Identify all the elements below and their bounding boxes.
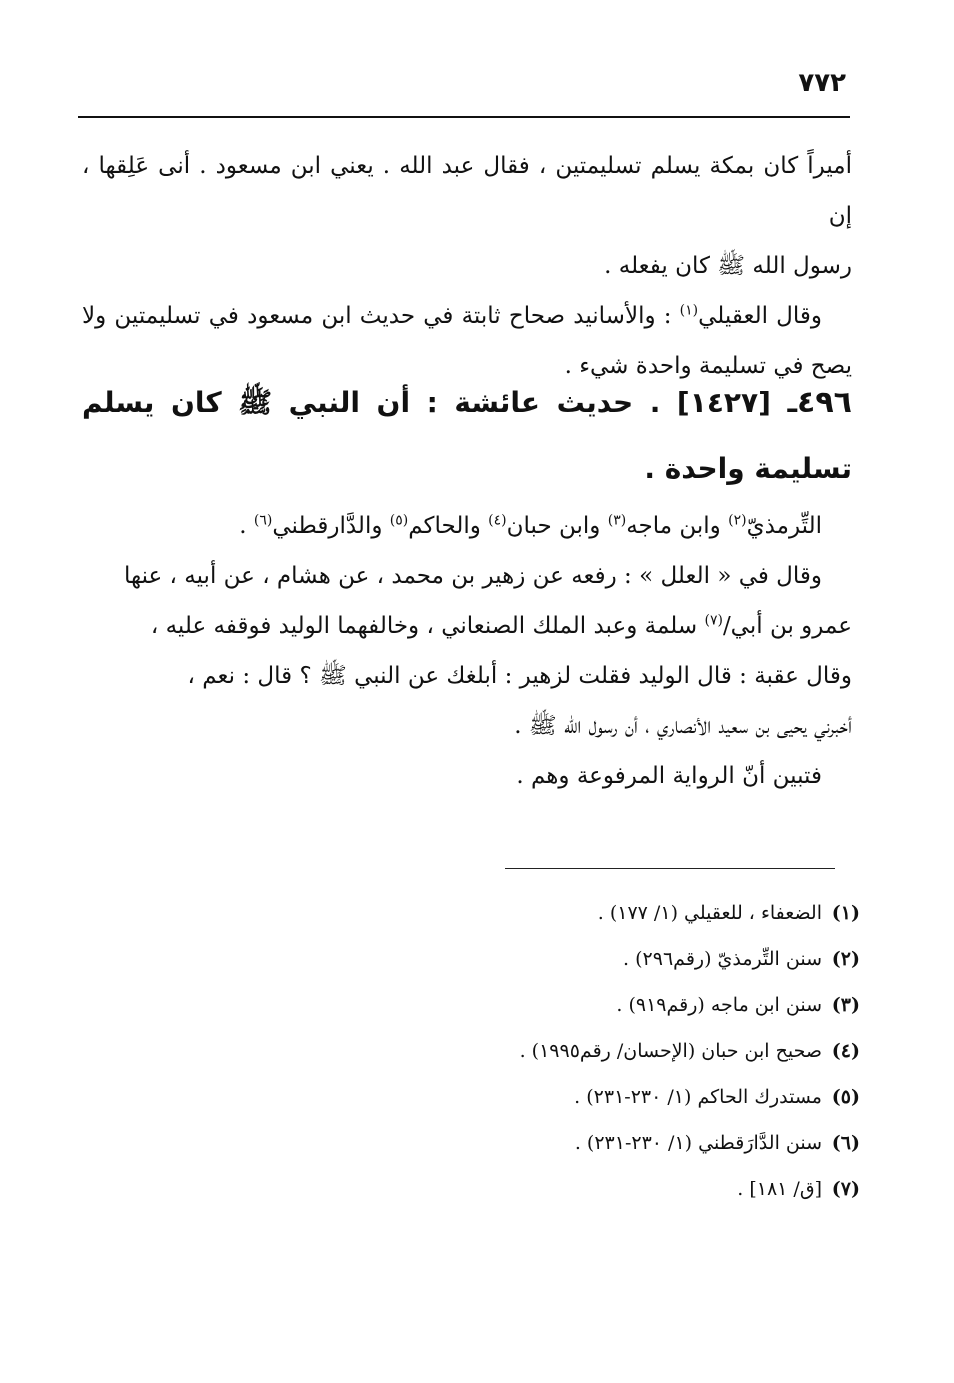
footnote-item: [82, 1074, 860, 1120]
source-name: وابن حبان: [506, 513, 608, 539]
footnote-marker: (٧): [831, 1178, 860, 1200]
footnote-ref[interactable]: (٣): [607, 512, 627, 529]
footnote-text: صحيح ابن حبان (الإحسان/ رقم١٩٩٥) .: [519, 1040, 822, 1062]
footnote-text: مستدرك الحاكم (١/ ٢٣٠-٢٣١) .: [574, 1086, 822, 1108]
continuation-text: [82, 141, 852, 391]
hadith-number: ٤٩٦: [797, 385, 852, 420]
line-text: وقال عقبة : قال الوليد فقلت لزهير : أبلغك عن النبي ﷺ ؟ قال : نعم ،: [187, 663, 852, 689]
footnote-marker: (٦): [831, 1132, 860, 1154]
line-text: أخبرني يحيى بن سعيد الأنصاري ، أن رسول الله ﷺ .: [514, 713, 852, 739]
footnote-marker: (٣): [831, 994, 860, 1016]
footnote-item: [82, 1028, 860, 1074]
source-name: التِّرمذيّ: [746, 513, 822, 539]
paragraph-continuation: [82, 141, 852, 291]
footnote-text: سنن الدَّارَقطني (١/ ٢٣٠-٢٣١) .: [574, 1132, 822, 1154]
footnote-ref[interactable]: (٢): [728, 512, 747, 529]
line-text: سلمة وعبد الملك الصنعاني ، وخالفهما الوليد فوقفه عليه ،: [150, 613, 705, 639]
commentary-text: [82, 501, 852, 801]
footnote-marker: (٥): [831, 1086, 860, 1108]
footnote-text: الضعفاء ، للعقيلي (١/ ١٧٧) .: [597, 902, 822, 924]
footnote-rule: [505, 868, 835, 869]
footnote-ref[interactable]: (٥): [389, 512, 409, 529]
page-number: ٧٧٢: [798, 68, 846, 98]
footnote-text: سنن التِّرمذيّ (رقم٢٩٦) .: [623, 948, 822, 970]
paragraph-ilal: [82, 551, 852, 751]
footnote-ref[interactable]: (٤): [488, 512, 507, 529]
source-name: والحاكم: [408, 513, 489, 539]
source-name: والدَّارقطني: [272, 513, 390, 539]
footnote-item: [82, 982, 860, 1028]
footnote-marker: (٤): [831, 1040, 860, 1062]
footnote-item: [82, 1120, 860, 1166]
line-text: أميراً كان بمكة يسلم تسليمتين ، فقال عبد الله . يعني ابن مسعود . أنى عَلِقها ، إن: [82, 153, 852, 229]
footnote-marker: (٢): [831, 948, 860, 970]
line-text: وقال في « العلل » : رفعه عن زهير بن محمد ، عن هشام ، عن أبيه ، عنها: [123, 563, 822, 589]
footnote-ref[interactable]: (٦): [253, 512, 273, 529]
footnote-item: [82, 936, 860, 982]
header-rule: [78, 116, 850, 118]
line-text: رسول الله ﷺ كان يفعله .: [604, 253, 852, 279]
footnote-marker: (١): [831, 902, 860, 924]
source-name: وابن ماجه: [626, 513, 729, 539]
text-run: وقال العقيلي: [698, 303, 822, 329]
line-text: عمرو بن أبي/: [722, 613, 852, 639]
text-run: : والأسانيد صحاح ثابتة في حديث ابن مسعود في تسليمتين ولا يصح في تسليمة واحدة شيء .: [82, 303, 852, 379]
footnote-text: [ق/ ١٨١] .: [737, 1178, 822, 1200]
footnote-list: [82, 890, 860, 1212]
footnote-ref[interactable]: (١): [679, 302, 699, 319]
footnote-item: [82, 1166, 860, 1212]
hadith-text: ـ [١٤٢٧] . حديث عائشة : أن النبي ﷺ كان يسلم تسليمة واحدة .: [82, 386, 852, 485]
paragraph-conclusion: فتبين أنّ الرواية المرفوعة وهم .: [516, 763, 822, 789]
paragraph-sources: [82, 501, 852, 551]
text-run: .: [239, 513, 254, 539]
footnote-text: سنن ابن ماجه (رقم٩١٩) .: [616, 994, 822, 1016]
footnote-item: [82, 890, 860, 936]
hadith-heading: [82, 370, 852, 502]
footnote-ref[interactable]: (٧): [704, 612, 723, 629]
